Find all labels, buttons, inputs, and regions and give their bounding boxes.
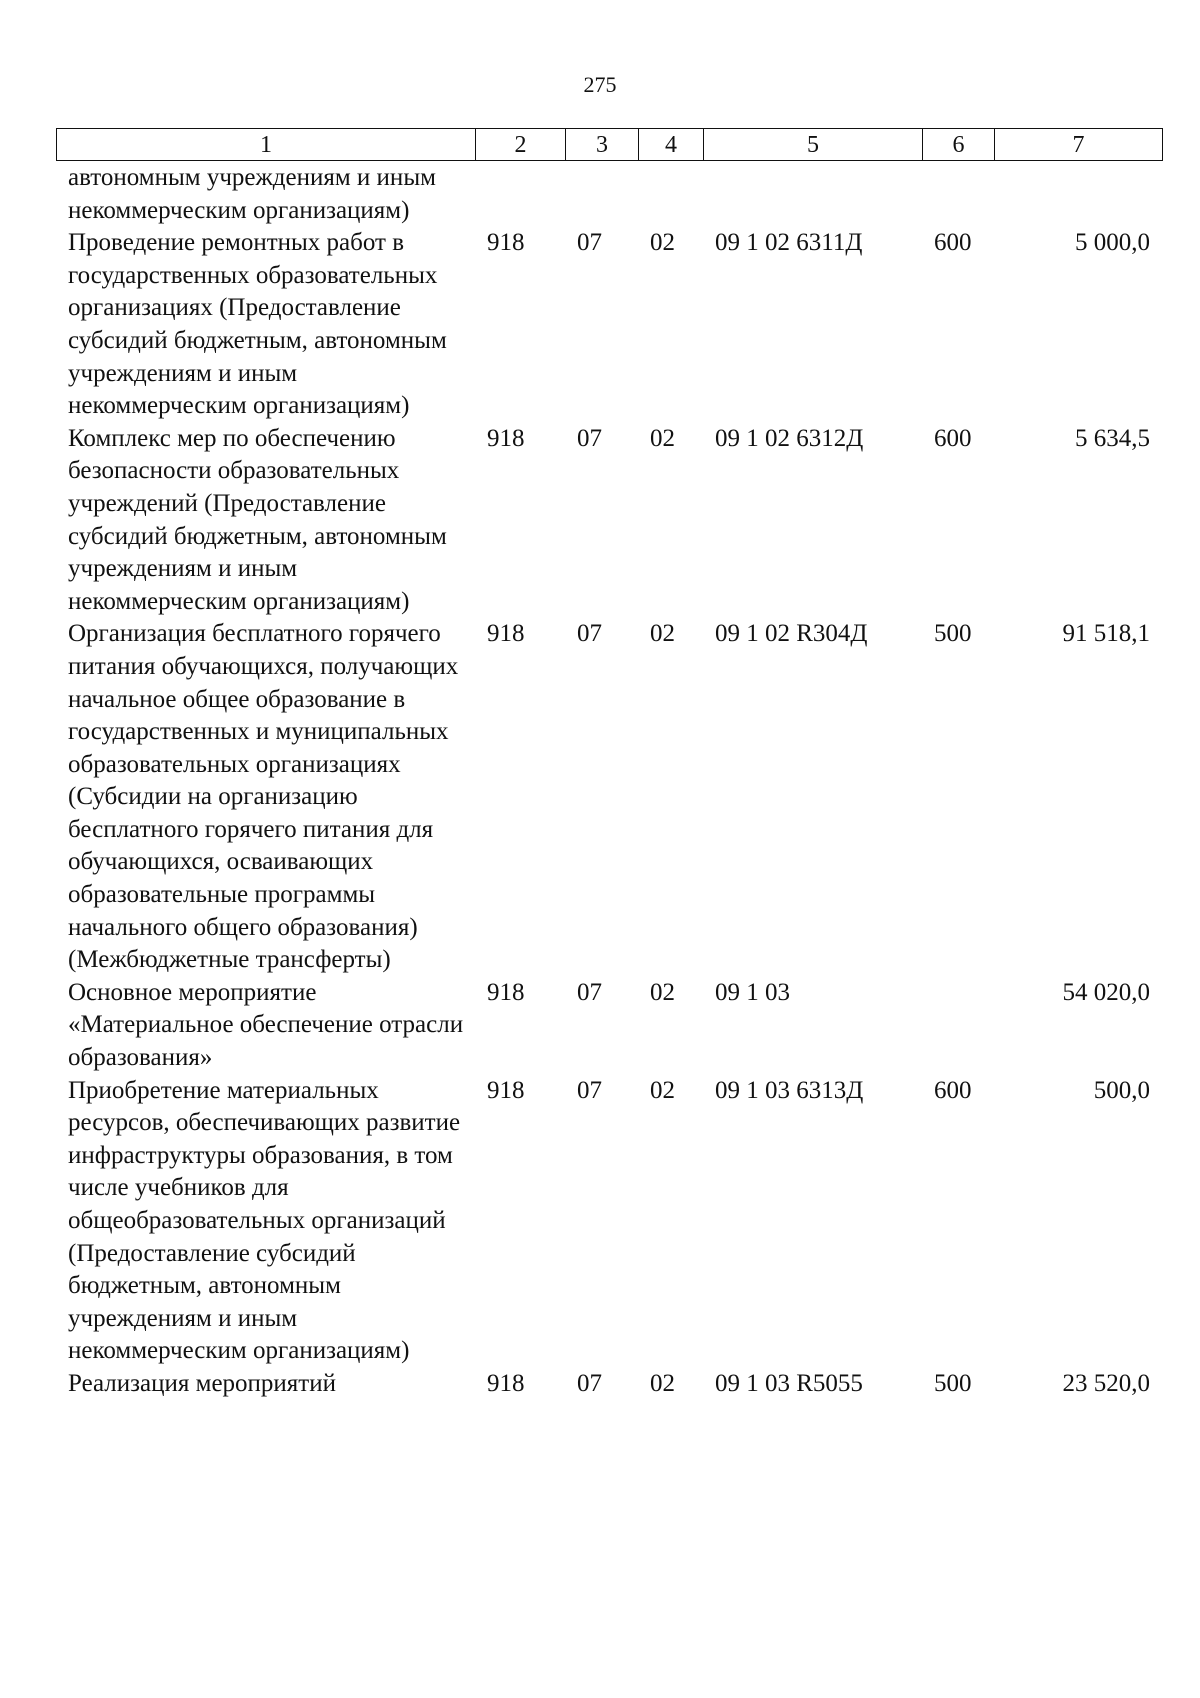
column-header-4: 4: [639, 129, 704, 161]
column-header-6: 6: [923, 129, 995, 161]
row-name: Реализация мероприятий: [68, 1369, 336, 1397]
row-section: 07: [577, 620, 602, 648]
row-subsection: 02: [650, 978, 675, 1006]
row-amount: 23 520,0: [1062, 1369, 1150, 1397]
row-section: 07: [577, 424, 602, 452]
row-name: Проведение ремонтных работ в государственных образовательных организациях (Предоставление субсидий бюджетным, автономным учреждениям и иным некоммерческим организациям): [68, 229, 447, 420]
table-row: [56, 1075, 1162, 1368]
column-header-7: 7: [995, 129, 1163, 161]
row-subsection: 02: [650, 229, 675, 257]
row-amount: 5 000,0: [1075, 229, 1150, 257]
row-section: [565, 162, 638, 227]
row-target-article: [703, 162, 922, 227]
column-header-5: 5: [704, 129, 923, 161]
row-section: 07: [577, 978, 602, 1006]
row-subsection: 02: [650, 620, 675, 648]
row-code: 918: [487, 229, 525, 257]
row-amount: [994, 162, 1162, 227]
row-expense-type: 600: [934, 1076, 972, 1104]
row-target-article: 09 1 02 6312Д: [715, 424, 864, 452]
row-expense-type: 500: [934, 620, 972, 648]
row-name: автономным учреждениям и иным некоммерческим организациям): [68, 164, 436, 224]
row-name: Организация бесплатного горячего питания обучающихся, получающих начальное общее образование в государственных и муниципальных образовательных организациях (Субсидии на организацию бесплатного горячего питания для обучающихся, осваивающих образовательные программы начального общего образования) (Межбюджетные трансферты): [68, 620, 459, 974]
row-subsection: [638, 162, 703, 227]
row-target-article: 09 1 03 6313Д: [715, 1076, 864, 1104]
column-header-3: 3: [566, 129, 639, 161]
row-subsection: 02: [650, 1369, 675, 1397]
row-target-article: 09 1 03: [715, 978, 790, 1006]
row-expense-type: [922, 162, 994, 227]
row-section: 07: [577, 1076, 602, 1104]
column-header-table: [56, 128, 1163, 161]
table-row: [56, 977, 1162, 1075]
row-subsection: 02: [650, 424, 675, 452]
column-header-1: 1: [57, 129, 476, 161]
row-name: Комплекс мер по обеспечению безопасности образовательных учреждений (Предоставление субсидий бюджетным, автономным учреждениям и иным некоммерческим организациям): [68, 424, 447, 615]
table-row: [56, 423, 1162, 619]
row-code: [475, 162, 565, 227]
table-row: [56, 1368, 1162, 1401]
row-expense-type: [922, 977, 994, 1075]
row-target-article: 09 1 03 R5055: [715, 1369, 863, 1397]
row-expense-type: 500: [934, 1369, 972, 1397]
row-amount: 5 634,5: [1075, 424, 1150, 452]
row-code: 918: [487, 1076, 525, 1104]
table-row: [56, 227, 1162, 423]
row-target-article: 09 1 02 R304Д: [715, 620, 868, 648]
row-code: 918: [487, 424, 525, 452]
row-name: Основное мероприятие «Материальное обеспечение отрасли образования»: [68, 978, 464, 1072]
row-expense-type: 600: [934, 424, 972, 452]
row-expense-type: 600: [934, 229, 972, 257]
page-number: 275: [583, 72, 617, 97]
row-amount: 91 518,1: [1062, 620, 1150, 648]
budget-table: [56, 162, 1162, 1401]
row-code: 918: [487, 978, 525, 1006]
row-amount: 500,0: [1093, 1076, 1150, 1104]
row-code: 918: [487, 620, 525, 648]
table-row: [56, 618, 1162, 977]
table-row: [56, 162, 1162, 227]
row-code: 918: [487, 1369, 525, 1397]
row-subsection: 02: [650, 1076, 675, 1104]
column-header-row: [57, 129, 1163, 161]
row-target-article: 09 1 02 6311Д: [715, 229, 863, 257]
row-amount: 54 020,0: [1062, 978, 1150, 1006]
row-name: Приобретение материальных ресурсов, обеспечивающих развитие инфраструктуры образования, в том числе учебников для общеобразовательных организаций (Предоставление субсидий бюджетным, автономным учреждениям и иным некоммерческим организациям): [68, 1076, 461, 1365]
column-header-2: 2: [476, 129, 566, 161]
row-section: 07: [577, 1369, 602, 1397]
row-section: 07: [577, 229, 602, 257]
